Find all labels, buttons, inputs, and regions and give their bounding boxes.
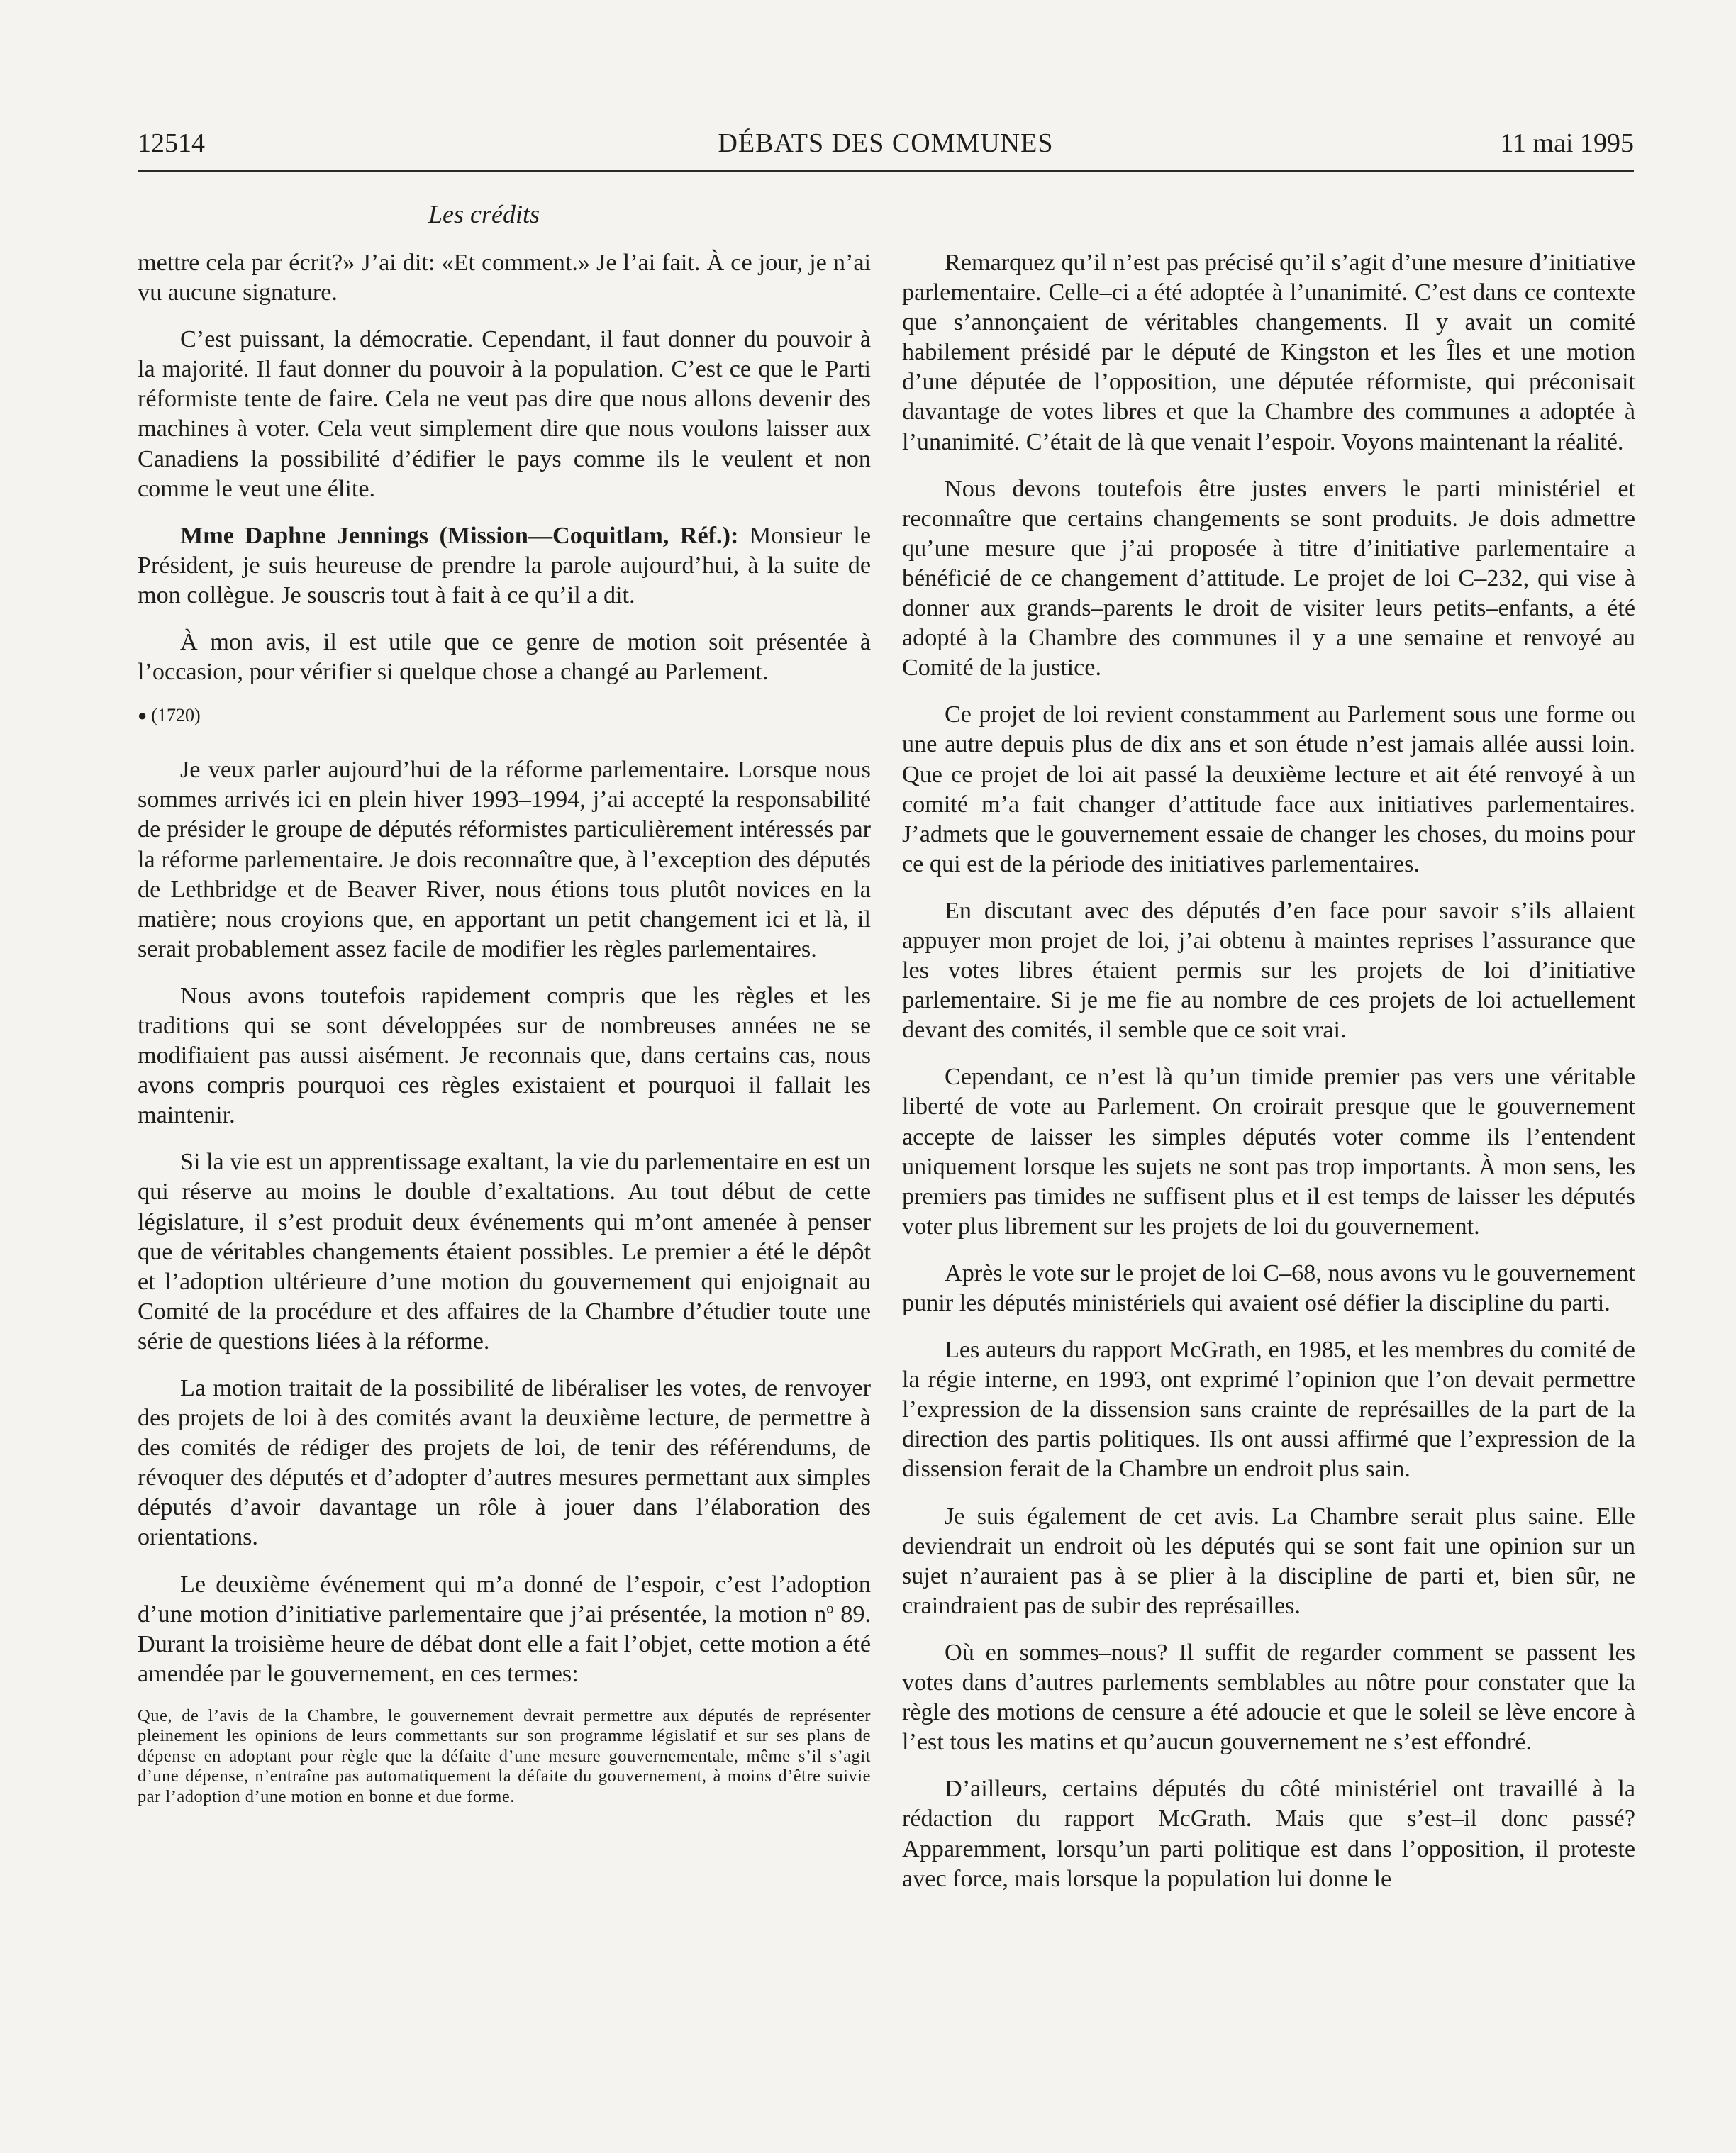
paragraph: Nous avons toutefois rapidement compris que les règles et les traditions qui se sont développées sur de nombreuses années ne se modifiaient pas aussi aisément. Je reconnais que, dans certains cas, nous avons compris pourquoi ces règles existaient et pourquoi il fallait les maintenir.: [138, 982, 871, 1129]
paragraph: Si la vie est un apprentissage exaltant, la vie du parlementaire en est un qui réserve au moins le double d’exaltations. Au tout début de cette législature, il s’est produit deux événements qui m’ont amenée à penser que de véritables changements étaient possibles. Le premier a été le dépôt et l’adoption ultérieure d’une motion du gouvernement qui enjoignait au Comité de la procédure et des affaires de la Chambre d’étudier toute une série de questions liées à la réforme.: [138, 1149, 872, 1354]
left-column: [138, 248, 871, 1824]
paragraph: À mon avis, il est utile que ce genre de motion soit présentée à l’occasion, pour vérifier si quelque chose a changé au Parlement.: [138, 629, 871, 686]
paragraph: Les auteurs du rapport McGrath, en 1985, et les membres du comité de la régie interne, en 1993, ont exprimé l’opinion que l’on devait permettre l’expression de la dissension sans crainte de représailles de la part de la direction des partis politiques. Ils ont aussi affirmé que l’expression de la dissension ferait de la Chambre un endroit plus sain.: [902, 1337, 1635, 1483]
paragraph: Cependant, ce n’est là qu’un timide premier pas vers une véritable liberté de vote au Parlement. On croirait presque que le gouvernement accepte de laisser les simples députés voter comme ils l’entendent uniquement lorsque les sujets ne sont pas trop importants. À mon sens, les premiers pas timides ne suffisent plus et il est temps de laisser les députés voter plus librement sur les projets de loi du gouvernement.: [902, 1064, 1635, 1240]
paragraph: Où en sommes–nous? Il suffit de regarder comment se passent les votes dans d’autres parlements semblables au nôtre pour constater que la règle des motions de censure a été adoucie et que le soleil se lève encore à l’est tous les matins et qu’aucun gouvernement ne s’est effondré.: [902, 1639, 1635, 1756]
speaker-name: Mme Daphne Jennings (Mission—Coquitlam, Réf.):: [180, 522, 739, 549]
right-column: [902, 248, 1635, 1911]
time-marker: [138, 704, 871, 727]
section-subject: Les crédits: [428, 200, 540, 228]
paragraph: En discutant avec des députés d’en face pour savoir s’ils allaient appuyer mon projet de loi, j’ai obtenu à maintes reprises l’assurance que les votes libres étaient permis sur les projets de loi d’initiative parlementaire. Si je me fie au nombre de ces projets de loi actuellement devant des comités, il semble que ce soit vrai.: [902, 897, 1635, 1044]
page-header: [138, 126, 1634, 172]
paragraph: Je suis également de cet avis. La Chambre serait plus saine. Elle deviendrait un endroit où les députés qui se sont fait une opinion sur un sujet n’auraient pas à se plier à la discipline de parti et, bien sûr, ne craindraient pas de subir des représailles.: [902, 1503, 1635, 1619]
paragraph: C’est puissant, la démocratie. Cependant, il faut donner du pouvoir à la majorité. Il faut donner du pouvoir à la population. C’est ce que le Parti réformiste tente de faire. Cela ne veut pas dire que nous allons devenir des machines à voter. Cela veut simplement dire que nous voulons laisser aux Canadiens la possibilité d’édifier le pays comme ils le veulent et non comme le veut une élite.: [138, 326, 871, 502]
paragraph: [138, 1570, 871, 1689]
paragraph: Nous devons toutefois être justes envers le parti ministériel et reconnaître que certains changements se sont produits. Je dois admettre qu’une mesure que j’ai proposée à titre d’initiative parlementaire a bénéficié de ce changement d’attitude. Le projet de loi C–232, qui vise à donner aux grands–parents le droit de visiter leurs petits–enfants, a été adopté à la Chambre des communes il y a une semaine et renvoyé au Comité de la justice.: [902, 475, 1635, 681]
paragraph-text: 89. Durant la troisième heure de débat dont elle a fait l’objet, cette motion a été amendée par le gouvernement, en ces termes:: [138, 1601, 871, 1687]
speaker-paragraph: [138, 521, 871, 611]
time-marker-text: (1720): [151, 705, 201, 726]
speaker-text: Monsieur le Président, je suis heureuse de prendre la parole aujourd’hui, à la suite de mon collègue. Je souscris tout à fait à ce qu’il a dit.: [138, 522, 871, 608]
superscript: o: [826, 1601, 834, 1617]
paragraph: mettre cela par écrit?» J’ai dit: «Et comment.» Je l’ai fait. À ce jour, je n’ai vu aucune signature.: [138, 250, 871, 306]
paragraph: Remarquez qu’il n’est pas précisé qu’il s’agit d’une mesure d’initiative parlementaire. Celle–ci a été adoptée à l’unanimité. C’est dans ce contexte que s’annonçaient de véritables changements. Il y avait un comité habilement présidé par le député de Kingston et les Îles et une motion d’une députée de l’opposition, une députée réformiste, qui préconisait davantage de votes libres et que la Chambre des communes a adoptée à l’unanimité. C’était de là que venait l’espoir. Voyons maintenant la réalité.: [902, 250, 1635, 455]
publication-title: DÉBATS DES COMMUNES: [718, 128, 1054, 158]
paragraph: Ce projet de loi revient constamment au Parlement sous une forme ou une autre depuis plus de dix ans et son étude n’est jamais allée aussi loin. Que ce projet de loi ait passé la deuxième lecture et ait été renvoyé à un comité m’a fait changer d’attitude face aux initiatives parlementaires. J’admets que le gouvernement essaie de changer les choses, du moins pour ce qui est de la période des initiatives parlementaires.: [902, 701, 1635, 877]
paragraph: Je veux parler aujourd’hui de la réforme parlementaire. Lorsque nous sommes arrivés ici en plein hiver 1993–1994, j’ai accepté la responsabilité de présider le groupe de députés réformistes particulièrement intéressés par la réforme parlementaire. Je dois reconnaître que, à l’exception des députés de Lethbridge et de Beaver River, nous étions tous plutôt novices en la matière; nous croyions que, en apportant un petit changement ici et là, il serait probablement assez facile de modifier les règles parlementaires.: [138, 757, 871, 962]
paragraph: Après le vote sur le projet de loi C–68, nous avons vu le gouvernement punir les députés ministériels qui avaient osé défier la discipline du parti.: [902, 1259, 1635, 1316]
paragraph-text: Le deuxième événement qui m’a donné de l’espoir, c’est l’adoption d’une motion d’initiative parlementaire que j’ai présentée, la motion n: [138, 1571, 871, 1628]
page-number: 12514: [138, 128, 205, 158]
paragraph: D’ailleurs, certains députés du côté ministériel ont travaillé à la rédaction du rapport McGrath. Mais que s’est–il donc passé? Apparemment, lorsqu’un parti politique est dans l’opposition, il proteste avec force, mais lorsque la population lui donne le: [902, 1776, 1635, 1892]
bullet-icon: ●: [138, 706, 148, 725]
publication-date: 11 mai 1995: [1500, 128, 1634, 158]
paragraph: La motion traitait de la possibilité de libéraliser les votes, de renvoyer des projets de loi à des comités avant la deuxième lecture, de permettre à des comités de rédiger des projets de loi, de tenir des référendums, de révoquer des députés et d’adopter d’autres mesures permettant aux simples députés d’avoir davantage un rôle à jouer dans l’élaboration des orientations.: [138, 1375, 871, 1551]
motion-quote: Que, de l’avis de la Chambre, le gouvernement devrait permettre aux députés de représenter pleinement les opinions de leurs commettants sur son programme législatif et sur ses plans de dépense en adoptant pour règle que la défaite d’une mesure gouvernementale, même s’il s’agit d’une dépense, n’entraîne pas automatiquement la défaite du gouvernement, à moins d’être suivie par l’adoption d’une motion en bonne et due forme.: [138, 1706, 871, 1806]
